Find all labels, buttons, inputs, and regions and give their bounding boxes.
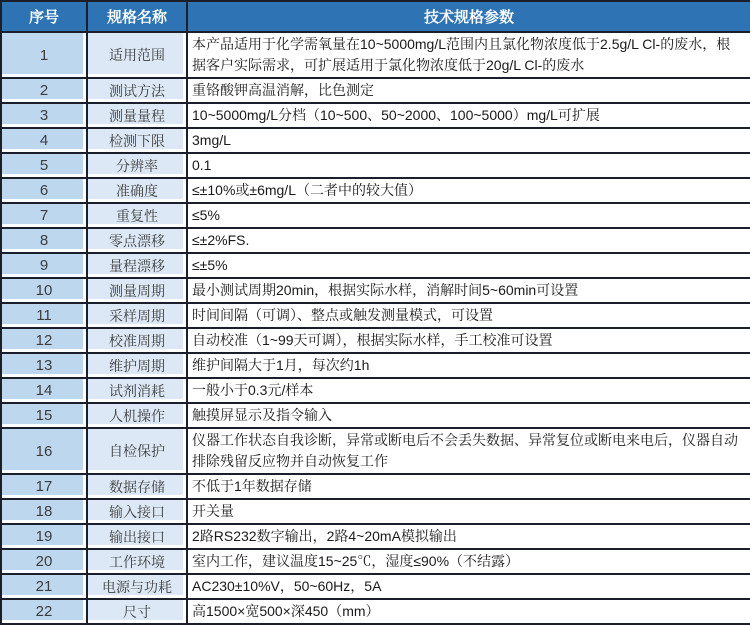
table-row: [1, 32, 750, 78]
spec-value-cell: 室内工作，建议温度15~25℃，湿度≤90%（不结露）: [187, 549, 750, 574]
row-number-cell: 5: [1, 153, 87, 178]
spec-value-cell: 3mg/L: [187, 128, 750, 153]
row-number-cell: 13: [1, 353, 87, 378]
spec-name-cell: 零点漂移: [87, 228, 187, 253]
row-number-cell: 3: [1, 103, 87, 128]
header-row: [1, 1, 750, 32]
table-row: [1, 599, 750, 624]
row-number-cell: 7: [1, 203, 87, 228]
spec-value-cell: 维护间隔大于1月，每次约1h: [187, 353, 750, 378]
spec-name-cell: 测量量程: [87, 103, 187, 128]
spec-value-cell: 时间间隔（可调）、整点或触发测量模式，可设置: [187, 303, 750, 328]
spec-value-cell: ≤5%: [187, 203, 750, 228]
spec-name-cell: 试剂消耗: [87, 378, 187, 403]
spec-value-cell: AC230±10%V，50~60Hz，5A: [187, 574, 750, 599]
table-row: [1, 328, 750, 353]
table-row: [1, 378, 750, 403]
table-row: [1, 178, 750, 203]
spec-value-cell: ≤±5%: [187, 253, 750, 278]
spec-value-cell: ≤±10%或±6mg/L（二者中的较大值）: [187, 178, 750, 203]
header-cell-value: 技术规格参数: [187, 1, 750, 32]
header-cell-name: 规格名称: [87, 1, 187, 32]
spec-name-cell: 人机操作: [87, 403, 187, 428]
row-number-cell: 15: [1, 403, 87, 428]
table-row: [1, 499, 750, 524]
spec-name-cell: 输入接口: [87, 499, 187, 524]
row-number-cell: 10: [1, 278, 87, 303]
row-number-cell: 4: [1, 128, 87, 153]
table-row: [1, 303, 750, 328]
row-number-cell: 14: [1, 378, 87, 403]
spec-name-cell: 重复性: [87, 203, 187, 228]
spec-name-cell: 适用范围: [87, 32, 187, 78]
row-number-cell: 22: [1, 599, 87, 624]
table-row: [1, 128, 750, 153]
row-number-cell: 6: [1, 178, 87, 203]
table-row: [1, 428, 750, 474]
spec-value-cell: 高1500×宽500×深450（mm）: [187, 599, 750, 624]
spec-name-cell: 检测下限: [87, 128, 187, 153]
spec-name-cell: 量程漂移: [87, 253, 187, 278]
spec-name-cell: 自检保护: [87, 428, 187, 474]
header-cell-no: 序号: [1, 1, 87, 32]
row-number-cell: 11: [1, 303, 87, 328]
spec-name-cell: 电源与功耗: [87, 574, 187, 599]
table-row: [1, 474, 750, 499]
spec-name-cell: 采样周期: [87, 303, 187, 328]
table-row: [1, 403, 750, 428]
spec-value-cell: 触摸屏显示及指令输入: [187, 403, 750, 428]
spec-value-cell: 最小测试周期20min，根据实际水样，消解时间5~60min可设置: [187, 278, 750, 303]
spec-value-cell: 2路RS232数字输出，2路4~20mA模拟输出: [187, 524, 750, 549]
spec-name-cell: 测试方法: [87, 78, 187, 103]
row-number-cell: 12: [1, 328, 87, 353]
table-row: [1, 153, 750, 178]
spec-name-cell: 工作环境: [87, 549, 187, 574]
table-row: [1, 103, 750, 128]
spec-name-cell: 校准周期: [87, 328, 187, 353]
spec-name-cell: 尺寸: [87, 599, 187, 624]
row-number-cell: 2: [1, 78, 87, 103]
spec-name-cell: 数据存储: [87, 474, 187, 499]
row-number-cell: 1: [1, 32, 87, 78]
table-row: [1, 228, 750, 253]
spec-name-cell: 输出接口: [87, 524, 187, 549]
row-number-cell: 21: [1, 574, 87, 599]
spec-name-cell: 分辨率: [87, 153, 187, 178]
spec-value-cell: 开关量: [187, 499, 750, 524]
table-row: [1, 549, 750, 574]
spec-value-cell: ≤±2%FS.: [187, 228, 750, 253]
spec-value-cell: 本产品适用于化学需氧量在10~5000mg/L范围内且氯化物浓度低于2.5g/L Cl-的废水，根据客户实际需求，可扩展适用于氯化物浓度低于20g/L Cl-的废水: [187, 32, 750, 78]
spec-value-cell: 自动校准（1~99天可调），根据实际水样，手工校准可设置: [187, 328, 750, 353]
spec-name-cell: 测量周期: [87, 278, 187, 303]
table-row: [1, 574, 750, 599]
row-number-cell: 19: [1, 524, 87, 549]
row-number-cell: 8: [1, 228, 87, 253]
spec-name-cell: 准确度: [87, 178, 187, 203]
table-row: [1, 353, 750, 378]
row-number-cell: 17: [1, 474, 87, 499]
row-number-cell: 18: [1, 499, 87, 524]
table-row: [1, 253, 750, 278]
spec-value-cell: 一般小于0.3元/样本: [187, 378, 750, 403]
table-row: [1, 524, 750, 549]
spec-value-cell: 不低于1年数据存储: [187, 474, 750, 499]
spec-value-cell: 0.1: [187, 153, 750, 178]
spec-name-cell: 维护周期: [87, 353, 187, 378]
spec-table-header: [1, 1, 750, 32]
table-row: [1, 278, 750, 303]
row-number-cell: 20: [1, 549, 87, 574]
spec-value-cell: 10~5000mg/L分档（10~500、50~2000、100~5000）mg/L可扩展: [187, 103, 750, 128]
spec-table-body: [1, 32, 750, 624]
spec-value-cell: 仪器工作状态自我诊断，异常或断电后不会丢失数据、异常复位或断电来电后，仪器自动排除残留反应物并自动恢复工作: [187, 428, 750, 474]
spec-value-cell: 重铬酸钾高温消解，比色测定: [187, 78, 750, 103]
table-row: [1, 78, 750, 103]
table-row: [1, 203, 750, 228]
row-number-cell: 9: [1, 253, 87, 278]
row-number-cell: 16: [1, 428, 87, 474]
